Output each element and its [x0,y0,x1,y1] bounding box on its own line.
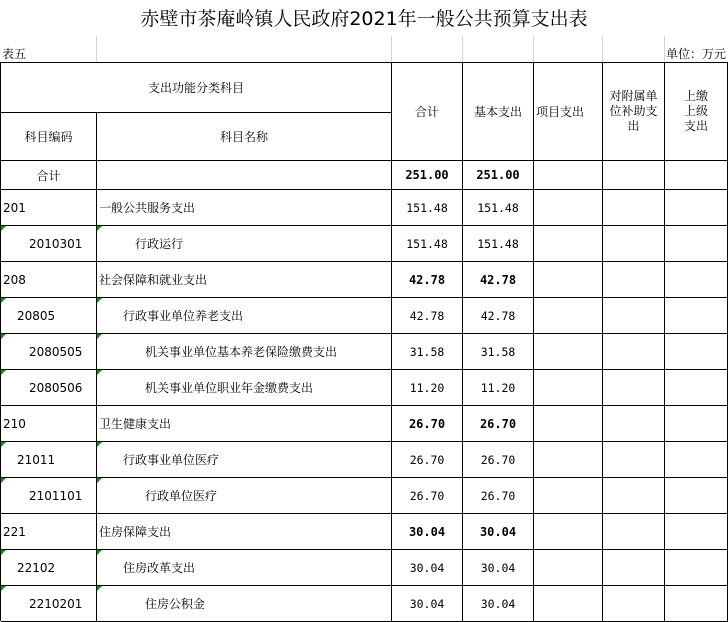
row-project-cell [534,550,603,586]
header-remit: 上缴上级支出 [665,63,728,161]
row-project-cell [534,478,603,514]
row-code-cell: 2210201 [1,586,97,622]
row-name-cell: 行政单位医疗 [97,478,392,514]
row-total-cell: 31.58 [392,334,463,370]
row-remit-cell [665,406,728,442]
row-subsidy-cell [603,442,665,478]
row-project-cell [534,334,603,370]
row-basic-cell: 26.70 [463,478,534,514]
row-name-cell: 行政事业单位医疗 [97,442,392,478]
row-code-cell: 2080505 [1,334,97,370]
row-remit-cell [665,190,728,226]
row-basic-cell: 26.70 [463,406,534,442]
header-project: 项目支出 [534,63,603,161]
row-remit-cell [665,298,728,334]
cell-marker-icon [1,478,6,483]
cell-marker-icon [1,226,6,231]
unit-label: 单位：万元 [665,47,726,61]
row-total-cell: 42.78 [392,262,463,298]
cell-marker-icon [1,298,6,303]
row-remit-cell [665,514,728,550]
header-subsidy: 对附属单位补助支出 [603,63,665,161]
row-code-cell: 2101101 [1,478,97,514]
cell-marker-icon [97,298,102,303]
row-basic-cell: 30.04 [463,550,534,586]
cell-marker-icon [1,586,6,591]
row-code-cell: 221 [1,514,97,550]
total-row-project [534,161,603,190]
row-code-cell: 210 [1,406,97,442]
cell-marker-icon [97,226,102,231]
cell-marker-icon [1,442,6,447]
row-remit-cell [665,370,728,406]
total-row-subsidy [603,161,665,190]
row-basic-cell: 42.78 [463,298,534,334]
row-project-cell [534,586,603,622]
total-row-remit [665,161,728,190]
row-total-cell: 30.04 [392,550,463,586]
row-basic-cell: 30.04 [463,514,534,550]
cell-marker-icon [97,370,102,375]
cell-marker-icon [1,370,6,375]
expenditure-table [0,62,728,621]
row-basic-cell: 30.04 [463,586,534,622]
row-name-cell: 行政事业单位养老支出 [97,298,392,334]
row-total-cell: 42.78 [392,298,463,334]
row-total-cell: 30.04 [392,586,463,622]
sheet-info-row [0,36,728,62]
row-name-cell: 住房保障支出 [97,514,392,550]
row-basic-cell: 26.70 [463,442,534,478]
row-project-cell [534,262,603,298]
cell-marker-icon [1,550,6,555]
row-code-cell: 201 [1,190,97,226]
row-basic-cell: 31.58 [463,334,534,370]
row-basic-cell: 151.48 [463,190,534,226]
row-subsidy-cell [603,406,665,442]
row-code-cell: 20805 [1,298,97,334]
row-total-cell: 26.70 [392,442,463,478]
row-subsidy-cell [603,298,665,334]
cell-marker-icon [97,586,102,591]
row-total-cell: 26.70 [392,478,463,514]
row-subsidy-cell [603,226,665,262]
row-code-cell: 22102 [1,550,97,586]
row-remit-cell [665,262,728,298]
row-project-cell [534,298,603,334]
row-subsidy-cell [603,550,665,586]
row-project-cell [534,406,603,442]
report-title: 赤壁市茶庵岭镇人民政府2021年一般公共预算支出表 [140,8,588,30]
row-code-cell: 208 [1,262,97,298]
row-total-cell: 151.48 [392,226,463,262]
row-project-cell [534,442,603,478]
row-name-cell: 住房公积金 [97,586,392,622]
cell-marker-icon [97,550,102,555]
row-remit-cell [665,586,728,622]
row-subsidy-cell [603,478,665,514]
row-project-cell [534,514,603,550]
header-basic: 基本支出 [463,63,534,161]
header-total: 合计 [392,63,463,161]
row-project-cell [534,370,603,406]
row-code-cell: 2010301 [1,226,97,262]
row-total-cell: 151.48 [392,190,463,226]
row-total-cell: 26.70 [392,406,463,442]
cell-marker-icon [97,478,102,483]
header-name: 科目名称 [97,113,392,161]
total-row-label: 合计 [1,161,97,190]
row-remit-cell [665,442,728,478]
total-row-basic: 251.00 [463,161,534,190]
header-code: 科目编码 [1,113,97,161]
total-row-name [97,161,392,190]
row-name-cell: 社会保障和就业支出 [97,262,392,298]
sheet-label: 表五 [2,47,27,61]
row-name-cell: 卫生健康支出 [97,406,392,442]
row-basic-cell: 11.20 [463,370,534,406]
row-subsidy-cell [603,190,665,226]
row-project-cell [534,190,603,226]
row-name-cell: 住房改革支出 [97,550,392,586]
row-total-cell: 30.04 [392,514,463,550]
row-project-cell [534,226,603,262]
row-subsidy-cell [603,262,665,298]
row-remit-cell [665,550,728,586]
total-row-total: 251.00 [392,161,463,190]
row-total-cell: 11.20 [392,370,463,406]
row-subsidy-cell [603,370,665,406]
row-subsidy-cell [603,586,665,622]
row-name-cell: 一般公共服务支出 [97,190,392,226]
cell-marker-icon [97,442,102,447]
row-basic-cell: 151.48 [463,226,534,262]
row-name-cell: 机关事业单位职业年金缴费支出 [97,370,392,406]
row-name-cell: 机关事业单位基本养老保险缴费支出 [97,334,392,370]
row-remit-cell [665,478,728,514]
row-subsidy-cell [603,334,665,370]
row-subsidy-cell [603,514,665,550]
row-basic-cell: 42.78 [463,262,534,298]
row-code-cell: 2080506 [1,370,97,406]
row-name-cell: 行政运行 [97,226,392,262]
row-code-cell: 21011 [1,442,97,478]
header-group: 支出功能分类科目 [1,63,392,113]
cell-marker-icon [1,334,6,339]
row-remit-cell [665,226,728,262]
row-remit-cell [665,334,728,370]
cell-marker-icon [97,334,102,339]
